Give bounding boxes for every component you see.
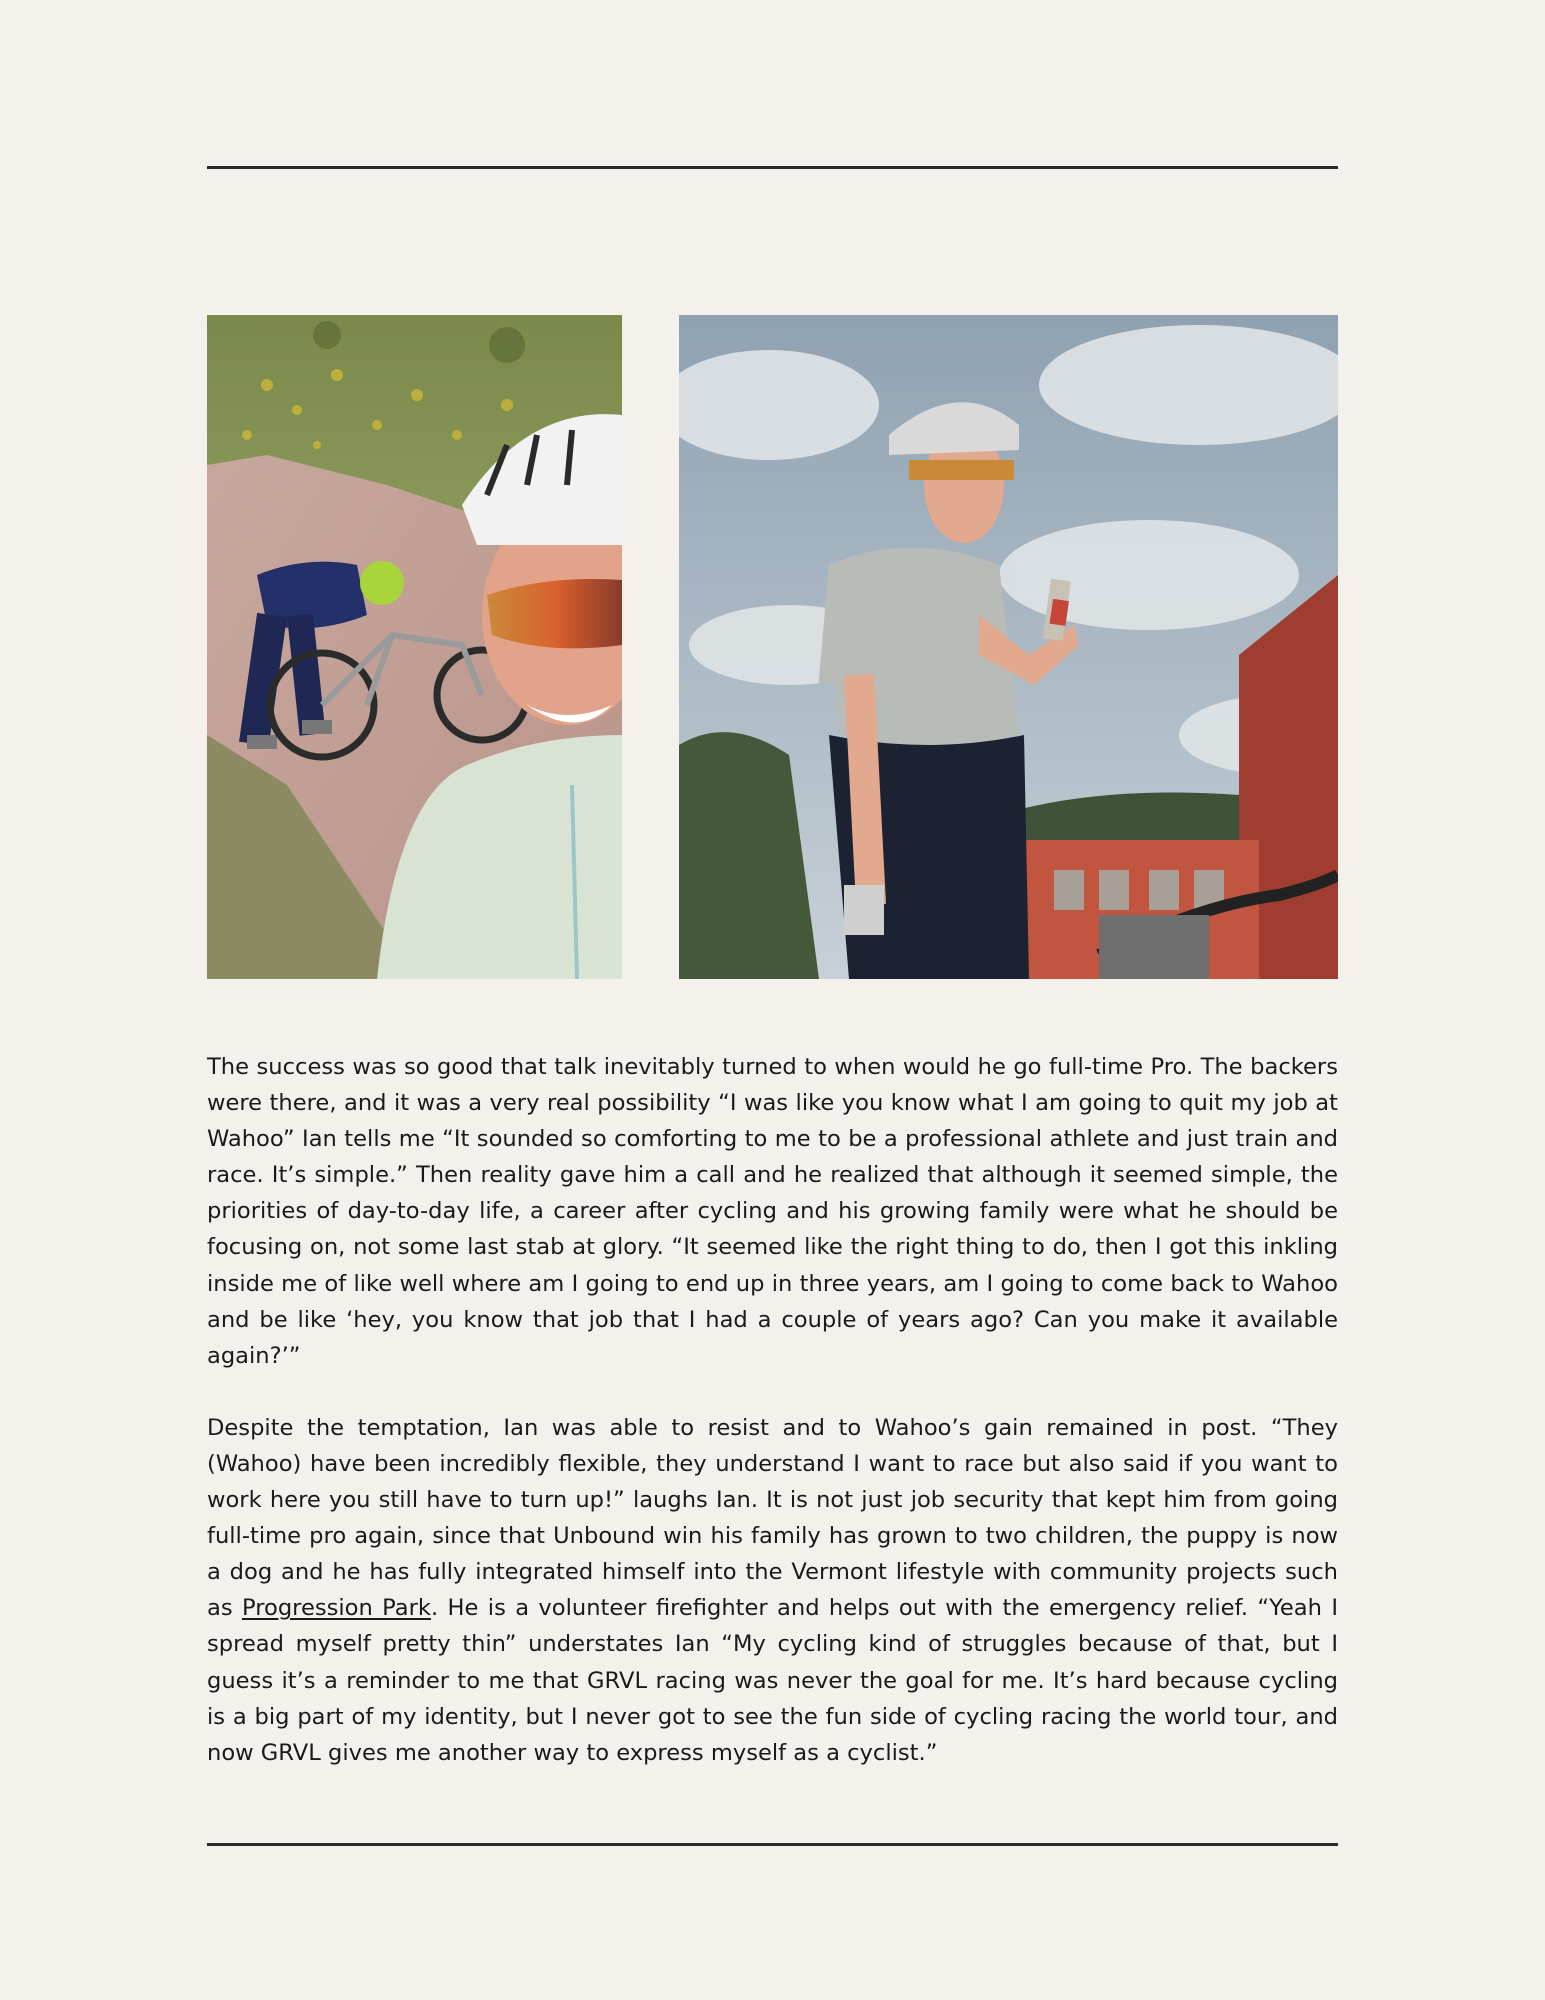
article-body xyxy=(207,1049,1338,1807)
paragraph-1: The success was so good that talk inevitably turned to when would he go full-time Pro. The backers were there, and it was a very real possibility “I was like you know what I am going to quit my job at Wahoo” Ian tells me “It sounded so comforting to me to be a professional athlete and just train and race. It’s simple.” Then reality gave him a call and he realized that although it seemed simple, the priorities of day-to-day life, a career after cycling and his growing family were what he should be focusing on, not some last stab at glory. “It seemed like the right thing to do, then I got this inkling inside me of like well where am I going to end up in three years, am I going to come back to Wahoo and be like ‘hey, you know that job that I had a couple of years ago? Can you make it available again?’” xyxy=(207,1054,1338,1369)
paragraph-2-text-after: . He is a volunteer firefighter and helps out with the emergency relief. “Yeah I spread myself pretty thin” understates Ian “My cycling kind of struggles because of that, but I guess it’s a reminder to me that GRVL racing was never the goal for me. It’s hard because cycling is a big part of my identity, but I never got to see the fun side of cycling racing the world tour, and now GRVL gives me another way to express myself as a cyclist.” xyxy=(207,1595,1338,1766)
bottom-divider xyxy=(207,1843,1338,1846)
paragraph-2 xyxy=(207,1410,1338,1771)
photo-cyclist-selfie xyxy=(207,315,622,979)
progression-park-link[interactable]: Progression Park xyxy=(241,1595,432,1622)
energy-bar-illustration xyxy=(679,315,1338,979)
selfie-illustration xyxy=(207,315,622,979)
top-divider xyxy=(207,166,1338,169)
photo-cyclist-energy-bar xyxy=(679,315,1338,979)
paragraph-2-text-before: Despite the temptation, Ian was able to resist and to Wahoo’s gain remained in post. “They (Wahoo) have been incredibly flexible, they understand I want to race but also said if you want to work here you still have to turn up!” laughs Ian. It is not just job security that kept him from going full-time pro again, since that Unbound win his family has grown to two children, the puppy is now a dog and he has fully integrated himself into the Vermont lifestyle with community projects such as xyxy=(207,1414,1338,1622)
